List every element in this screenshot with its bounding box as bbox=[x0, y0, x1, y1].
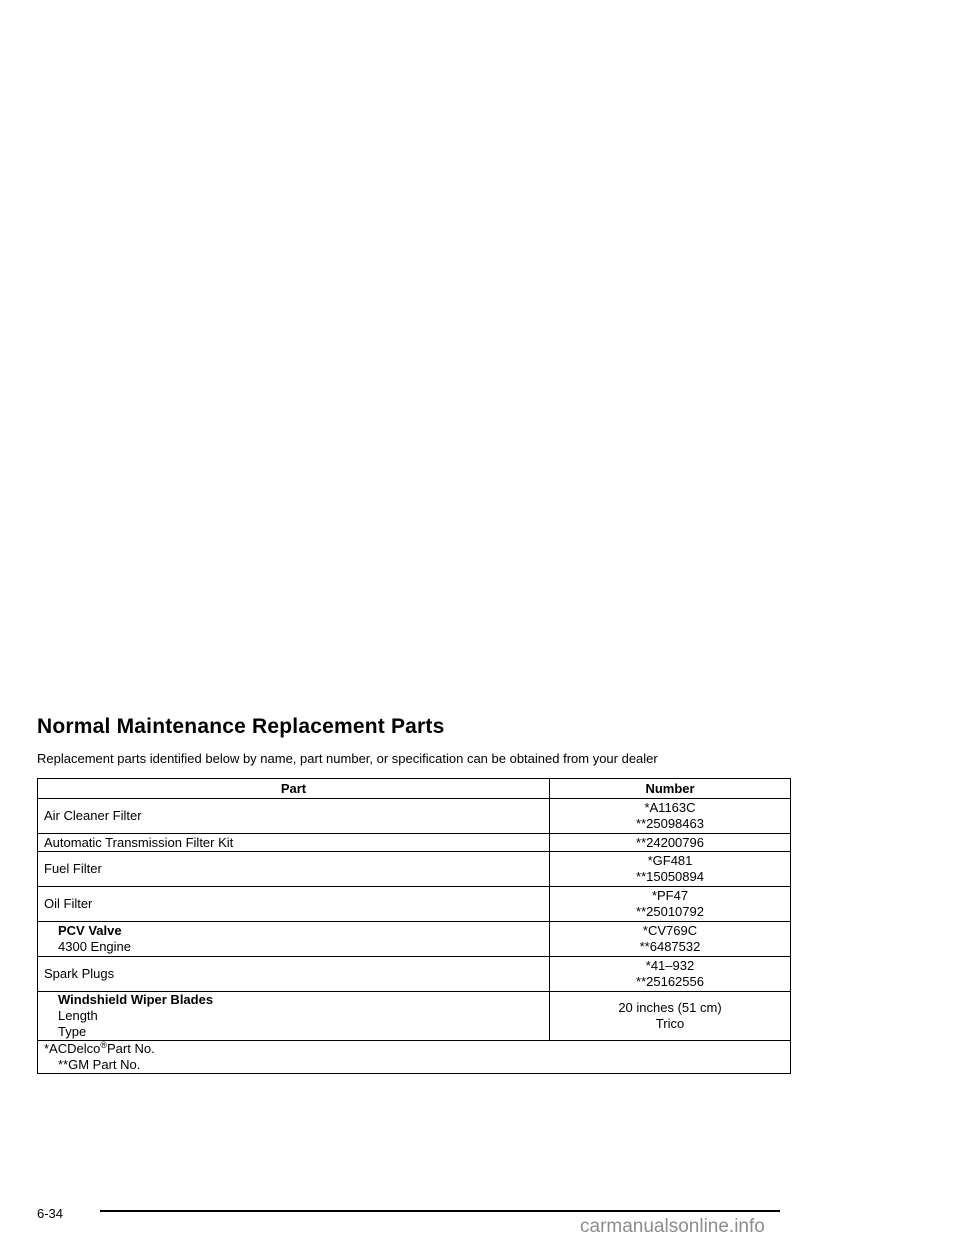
table-row bbox=[38, 887, 791, 922]
acdelco-number: *GF481 bbox=[647, 853, 693, 868]
part-number-cell bbox=[550, 957, 791, 992]
wiper-length-value: 20 inches (51 cm) bbox=[618, 1000, 722, 1015]
wiper-type-label: Type bbox=[58, 1024, 87, 1039]
acdelco-number: *PF47 bbox=[651, 888, 689, 903]
part-name-cell bbox=[38, 922, 550, 957]
part-number-cell bbox=[550, 922, 791, 957]
footnote-gm: **GM Part No. bbox=[58, 1057, 141, 1072]
table-header-row bbox=[38, 779, 791, 799]
part-name: Oil Filter bbox=[38, 887, 550, 922]
footnote-acdelco-suffix: Part No. bbox=[107, 1041, 155, 1056]
gm-number: **25162556 bbox=[636, 974, 704, 989]
part-name: Air Cleaner Filter bbox=[38, 799, 550, 834]
part-name: Fuel Filter bbox=[38, 852, 550, 887]
footnote-row bbox=[38, 1041, 791, 1074]
registered-mark: ® bbox=[100, 1040, 107, 1050]
footnote-cell bbox=[38, 1041, 791, 1074]
part-subname: 4300 Engine bbox=[58, 939, 132, 954]
part-number-cell bbox=[550, 992, 791, 1041]
gm-number: **24200796 bbox=[550, 834, 791, 852]
wiper-type-value: Trico bbox=[655, 1016, 685, 1031]
watermark: carmanualsonline.info bbox=[580, 1216, 765, 1237]
gm-number: **25010792 bbox=[636, 904, 704, 919]
footnote-acdelco bbox=[44, 1041, 790, 1057]
page-number: 6-34 bbox=[37, 1206, 64, 1221]
table-row bbox=[38, 834, 791, 852]
parts-table bbox=[37, 778, 791, 1074]
table-row bbox=[38, 852, 791, 887]
part-name-cell bbox=[38, 992, 550, 1041]
footer-rule bbox=[100, 1210, 780, 1212]
part-number-cell bbox=[550, 887, 791, 922]
acdelco-number: *CV769C bbox=[642, 923, 698, 938]
acdelco-number: *41–932 bbox=[645, 958, 695, 973]
table-row bbox=[38, 799, 791, 834]
gm-number: **25098463 bbox=[636, 816, 704, 831]
part-number-cell bbox=[550, 799, 791, 834]
part-number-cell bbox=[550, 852, 791, 887]
header-part: Part bbox=[38, 779, 550, 799]
table-row bbox=[38, 992, 791, 1041]
gm-number: **6487532 bbox=[639, 939, 701, 954]
footnote-acdelco-prefix: *ACDelco bbox=[44, 1041, 101, 1056]
part-name: Windshield Wiper Blades bbox=[58, 992, 214, 1007]
part-name: PCV Valve bbox=[58, 923, 122, 938]
table-row bbox=[38, 922, 791, 957]
acdelco-number: *A1163C bbox=[644, 800, 696, 815]
gm-number: **15050894 bbox=[636, 869, 704, 884]
part-name: Automatic Transmission Filter Kit bbox=[38, 834, 550, 852]
intro-text: Replacement parts identified below by name, part number, or specification can be obtained from your dealer bbox=[37, 751, 658, 766]
page-title: Normal Maintenance Replacement Parts bbox=[37, 715, 445, 738]
header-number: Number bbox=[550, 779, 791, 799]
part-name: Spark Plugs bbox=[38, 957, 550, 992]
wiper-length-label: Length bbox=[58, 1008, 98, 1023]
table-row bbox=[38, 957, 791, 992]
